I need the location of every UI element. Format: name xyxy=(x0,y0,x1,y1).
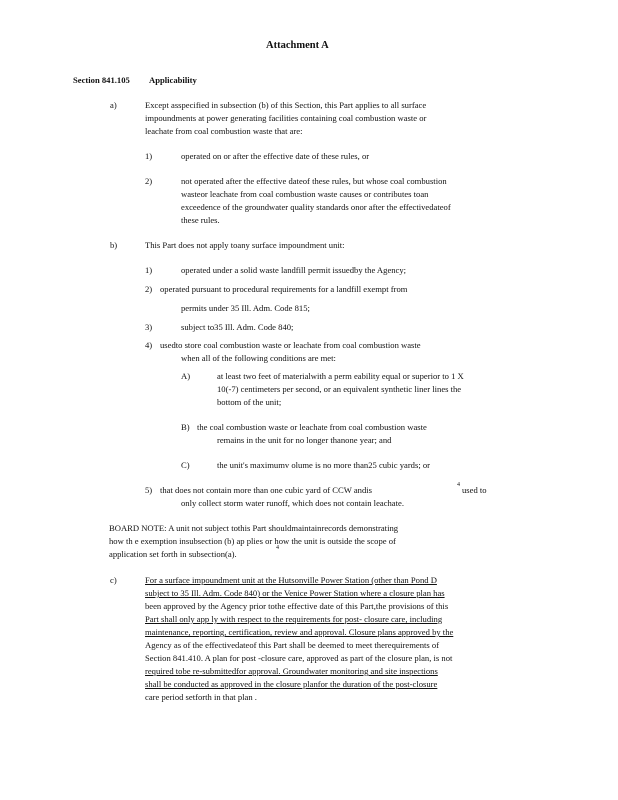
item-b5-label: 5) xyxy=(145,485,153,495)
item-a1-line: operated on or after the effective date of these rules, or xyxy=(181,151,370,161)
page-title: Attachment A xyxy=(266,40,329,51)
item-b2-line: permits under 35 Ill. Adm. Code 815; xyxy=(181,303,310,313)
subsection-a-line: leachate from coal combustion waste that are: xyxy=(145,126,303,136)
subsection-a-line: Except asspecified in subsection (b) of this Section, this Part applies to all surface xyxy=(145,100,427,110)
item-b4-line: when all of the following conditions are met: xyxy=(181,353,336,363)
section-number: Section 841.105 xyxy=(73,75,130,85)
item-b4B-line: remains in the unit for no longer thanone year; and xyxy=(217,435,392,445)
item-b5-line: used to xyxy=(462,485,487,495)
subsection-a-line: impoundments at power generating facilities containing coal combustion waste or xyxy=(145,113,427,123)
footnote-mark: 4 xyxy=(276,545,279,551)
section-heading: Applicability xyxy=(149,75,197,85)
subsection-c-line: For a surface impoundment unit at the Hutsonville Power Station (other than Pond D xyxy=(145,575,437,585)
item-a2-line: wasteor leachate from coal combustion waste causes or contributes toan xyxy=(181,189,429,199)
item-b4A-line: bottom of the unit; xyxy=(217,397,282,407)
subsection-a-label: a) xyxy=(110,100,117,110)
board-note-line: application set forth in subsection(a). xyxy=(109,549,237,559)
subsection-c-line: Agency as of the effectivedateof this Part shall be deemed to meet therequirements of xyxy=(145,640,440,650)
item-b5-line: that does not contain more than one cubic yard of CCW andis xyxy=(160,485,373,495)
subsection-c-line: maintenance, reporting, certification, review and approval. Closure plans approved by the xyxy=(145,627,454,637)
item-a2-line: not operated after the effective dateof these rules, but whose coal combustion xyxy=(181,176,447,186)
subsection-c-line: required tobe re-submittedfor approval. Groundwater monitoring and site inspections xyxy=(145,666,438,676)
board-note-line: BOARD NOTE: A unit not subject tothis Part shouldmaintainrecords demonstrating xyxy=(109,523,399,533)
item-b4B-line: the coal combustion waste or leachate from coal combustion waste xyxy=(197,422,427,432)
subsection-c-line: shall be conducted as approved in the closure planfor the duration of the post-closure xyxy=(145,679,438,689)
subsection-c-line: Section 841.410. A plan for post -closure care, approved as part of the closure plan, is not xyxy=(145,653,453,663)
subsection-c-line: been approved by the Agency prior tothe effective date of this Part,the provisions of this xyxy=(145,601,449,611)
subsection-c-line: care period setforth in that plan . xyxy=(145,692,257,702)
item-b4C-line: the unit's maximumv olume is no more than25 cubic yards; or xyxy=(217,460,431,470)
item-b5-line: only collect storm water runoff, which does not contain leachate. xyxy=(181,498,404,508)
item-b2-label: 2) xyxy=(145,284,153,294)
board-note-line: how th e exemption insubsection (b) ap plies or how the unit is outside the scope of xyxy=(109,536,396,546)
item-b4A-line: at least two feet of materialwith a perm eability equal or superior to 1 X xyxy=(217,371,464,381)
item-b4A-line: 10(-7) centimeters per second, or an equivalent synthetic liner lines the xyxy=(217,384,462,394)
subsection-b-line: This Part does not apply toany surface impoundment unit: xyxy=(145,240,345,250)
item-b2-line: operated pursuant to procedural requirements for a landfill exempt from xyxy=(160,284,408,294)
subsection-c-line: Part shall only app ly with respect to the requirements for post- closure care, including xyxy=(145,614,443,624)
item-b4A-label: A) xyxy=(181,371,191,381)
item-b4C-label: C) xyxy=(181,460,190,470)
item-b4-label: 4) xyxy=(145,340,153,350)
item-a2-line: these rules. xyxy=(181,215,220,225)
item-b3-line: subject to35 Ill. Adm. Code 840; xyxy=(181,322,294,332)
subsection-c-line: subject to 35 Ill. Adm. Code 840) or the Venice Power Station where a closure plan has xyxy=(145,588,445,598)
item-b4B-label: B) xyxy=(181,422,190,432)
item-b1-label: 1) xyxy=(145,265,153,275)
item-a2-label: 2) xyxy=(145,176,153,186)
item-a1-label: 1) xyxy=(145,151,153,161)
item-b1-line: operated under a solid waste landfill permit issuedby the Agency; xyxy=(181,265,407,275)
item-a2-line: exceedence of the groundwater quality standards onor after the effectivedateof xyxy=(181,202,451,212)
footnote-mark: 4 xyxy=(457,482,460,488)
item-b4-line: usedto store coal combustion waste or leachate from coal combustion waste xyxy=(160,340,421,350)
subsection-c-label: c) xyxy=(110,575,117,585)
item-b3-label: 3) xyxy=(145,322,153,332)
subsection-b-label: b) xyxy=(110,240,118,250)
